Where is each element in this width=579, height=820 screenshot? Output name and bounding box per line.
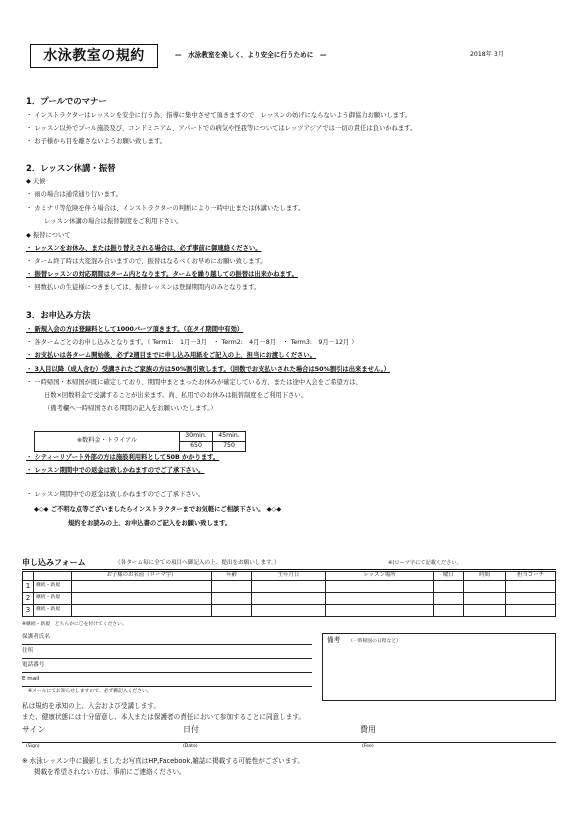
transfer-line-1: ・ レッスンをお休み、または振り替えされる場合は、必ず事前に御連絡ください。	[26, 245, 262, 252]
apply-line-1: ・ 新規入会の方は登録料として1000バーツ頂きます。（在タイ期間中有効）	[26, 326, 244, 333]
header-blank	[23, 572, 34, 581]
agreement-line-1: 私は規約を承知の上、入会および受講します。	[22, 702, 160, 710]
age-cell[interactable]	[212, 581, 252, 593]
coach-cell[interactable]	[506, 593, 556, 605]
document-date: 2018年 3月	[470, 51, 505, 58]
apply-line-6: 日数×回数料金で受講することが出来ます。尚、私用でのお休みは振替制度をご利用下さい。	[44, 392, 307, 399]
facility-fee-line: ・ シティーリゾート外部の方は施設利用料として50B かかります。	[26, 454, 220, 461]
lesson-place-cell[interactable]	[326, 593, 434, 605]
col-coach: 担当コーチ	[506, 572, 556, 581]
section-title-application: 3．お申込み方法	[26, 310, 91, 320]
col-time: 時間	[464, 572, 506, 581]
remarks-label: 備考	[327, 636, 341, 644]
fee-table-label: ※数料金・トライアル	[35, 432, 180, 452]
table-row	[23, 593, 556, 605]
day-cell[interactable]	[434, 593, 464, 605]
weather-line-2: ・ カミナリ等危険を伴う場合は、インストラクターの判断により一時中止または休講いたします。	[26, 205, 305, 212]
contact-line: ◆◇◆ ご不明な点等ございましたらインストラクターまでお気軽にご相談下さい。 ◆◇◆	[34, 506, 282, 513]
form-divider	[22, 569, 556, 570]
fee-label: 費用	[360, 725, 376, 734]
apply-line-3: ・ お支払いは各ターム開始後、必ず2週目までに申し込み用紙をご記入の上、担当にお渡しください。	[26, 352, 316, 359]
transfer-line-2: ・ ターム終了時は大変混み合いますので、振替はなるべくお早めにお願い致します。	[26, 258, 267, 265]
manners-line-3: ・ お子様から目を離さないようお願い致します。	[26, 138, 167, 145]
time-cell[interactable]	[464, 581, 506, 593]
fee-en-label: (Fee)	[362, 744, 374, 749]
application-table	[22, 571, 556, 617]
manners-line-1: ・ インストラクターはレッスンを安全に行う為、指導に集中させて頂きますので レッスンの妨げにならないよう御協力お願いします。	[26, 112, 412, 119]
table-row	[23, 581, 556, 593]
col-day: 曜日	[434, 572, 464, 581]
coach-cell[interactable]	[506, 605, 556, 617]
row-number: 2	[23, 593, 34, 605]
form-note-romaji: ※(ローマ字にて記載ください。	[388, 560, 462, 566]
transfer-heading: ◆ 振替について	[26, 232, 71, 239]
birthdate-cell[interactable]	[252, 605, 326, 617]
child-name-cell[interactable]	[72, 593, 212, 605]
lesson-place-cell[interactable]	[326, 581, 434, 593]
table-row	[23, 605, 556, 617]
fee-val-30: 650	[180, 442, 213, 452]
photo-notice-2: 掲載を希望されない方は、事前にご連絡ください。	[34, 768, 186, 776]
date-label: 日付	[183, 725, 199, 734]
weather-heading: ◆ 天候	[26, 178, 46, 185]
section-title-cancellation: 2．レッスン休講・振替	[26, 163, 116, 173]
read-rules-line: 規約をお読みの上、お申込書のご記入をお願い致します。	[68, 520, 232, 527]
date-en-label: (Date)	[183, 744, 198, 749]
enroll-type-note: ※継続・新規 どちらかに〇を付けてください。	[22, 622, 127, 627]
page-title: 水泳教室の規約	[30, 44, 158, 68]
email-note: ※メールにてお知らせしますので、必ず御記入ください。	[28, 689, 152, 694]
signature-line[interactable]	[22, 742, 556, 743]
birthdate-cell[interactable]	[252, 593, 326, 605]
apply-line-7: （備考欄へ一時帰国される期間の記入をお願いいたします。）	[44, 405, 217, 412]
child-name-cell[interactable]	[72, 605, 212, 617]
transfer-line-3: ・ 振替レッスンの対応期間はターム内となります。タームを繰り越しての振替は出来かねます。	[26, 271, 298, 278]
fee-val-45: 750	[213, 442, 246, 452]
form-note: （各ターム毎に全ての項目へ御記入の上、提出をお願いします。）	[115, 560, 280, 566]
apply-line-4: ・ 3人目以降（成人含む）受講されたご家族の方は50%割引致します。（回数でお支払いされた場合は50%割引は出来ません。）	[26, 366, 391, 373]
enroll-type[interactable]: 継続・新規	[34, 605, 72, 617]
weather-line-1: ・ 雨の場合は通常通り行います。	[26, 191, 122, 198]
col-child-name: お子様のお名前（ローマ字）	[72, 572, 212, 581]
guardian-name-field[interactable]: 保護者氏名	[22, 632, 312, 645]
phone-field[interactable]: 電話番号	[22, 660, 312, 673]
coach-cell[interactable]	[506, 581, 556, 593]
age-cell[interactable]	[212, 593, 252, 605]
agreement-line-2: また、健康状態には十分留意し、本人または保護者の責任において参加することに同意します。	[22, 713, 306, 721]
lesson-place-cell[interactable]	[326, 605, 434, 617]
manners-line-2: ・ レッスン以外でプール施設及び、コンドミニアム、アパートでの病気や怪我等についてはレッツアジアでは一切の責任は負いかねます。	[26, 125, 417, 132]
transfer-line-4: ・ 回数払いの生徒様につきましては、振替レッスンは登録期間内のみとなります。	[26, 284, 261, 291]
no-refund-line-bold: ・ レッスン期間中での返金は致しかねますのでご了承下さい。	[26, 467, 205, 474]
weather-line-3: レッスン休講の場合は振替制度をご利用下さい。	[44, 218, 183, 225]
fee-head-45: 45min.	[213, 432, 246, 442]
photo-notice-1: ※ 水泳レッスン中に撮影しましたお写真はHP,Facebook,雑誌に掲載する可能性がございます。	[22, 757, 304, 765]
fee-table	[34, 431, 246, 452]
time-cell[interactable]	[464, 593, 506, 605]
remarks-note: （一時帰国の日程など）	[348, 639, 401, 644]
address-field[interactable]: 住所	[22, 646, 312, 659]
sign-en-label: (Sign)	[26, 744, 40, 749]
email-field[interactable]: E mail	[22, 674, 312, 687]
age-cell[interactable]	[212, 605, 252, 617]
child-name-cell[interactable]	[72, 581, 212, 593]
row-number: 3	[23, 605, 34, 617]
enroll-type[interactable]: 継続・新規	[34, 593, 72, 605]
col-lesson-place: レッスン場所	[326, 572, 434, 581]
page-subtitle: — 水泳教室を楽しく、より安全に行うために —	[175, 51, 327, 59]
day-cell[interactable]	[434, 581, 464, 593]
no-refund-line: ・ レッスン期間中での返金は致しかねますのでご了承下さい。	[26, 491, 205, 498]
section-title-manners: 1．プールでのマナー	[26, 96, 107, 106]
apply-line-5: ・ 一時帰国・本帰国が既に確定しており、期間中まとまったお休みが確定している方、または途中入会をご希望方は、	[26, 379, 362, 386]
day-cell[interactable]	[434, 605, 464, 617]
col-age: 年齢	[212, 572, 252, 581]
fee-head-30: 30min.	[180, 432, 213, 442]
enroll-type[interactable]: 継続・新規	[34, 581, 72, 593]
sign-label: サイン	[22, 725, 46, 734]
row-number: 1	[23, 581, 34, 593]
header-blank	[34, 572, 72, 581]
apply-line-2: ・ 各タームごとのお申し込みとなります。（ Term1: 1月－3月 ・ Term2: 4月－8月 ・ Term3: 9月－12月 ）	[26, 339, 358, 346]
birthdate-cell[interactable]	[252, 581, 326, 593]
form-title: 申し込みフォーム	[22, 558, 86, 567]
time-cell[interactable]	[464, 605, 506, 617]
remarks-field[interactable]	[322, 633, 556, 701]
col-birthdate: 生年月日	[252, 572, 326, 581]
